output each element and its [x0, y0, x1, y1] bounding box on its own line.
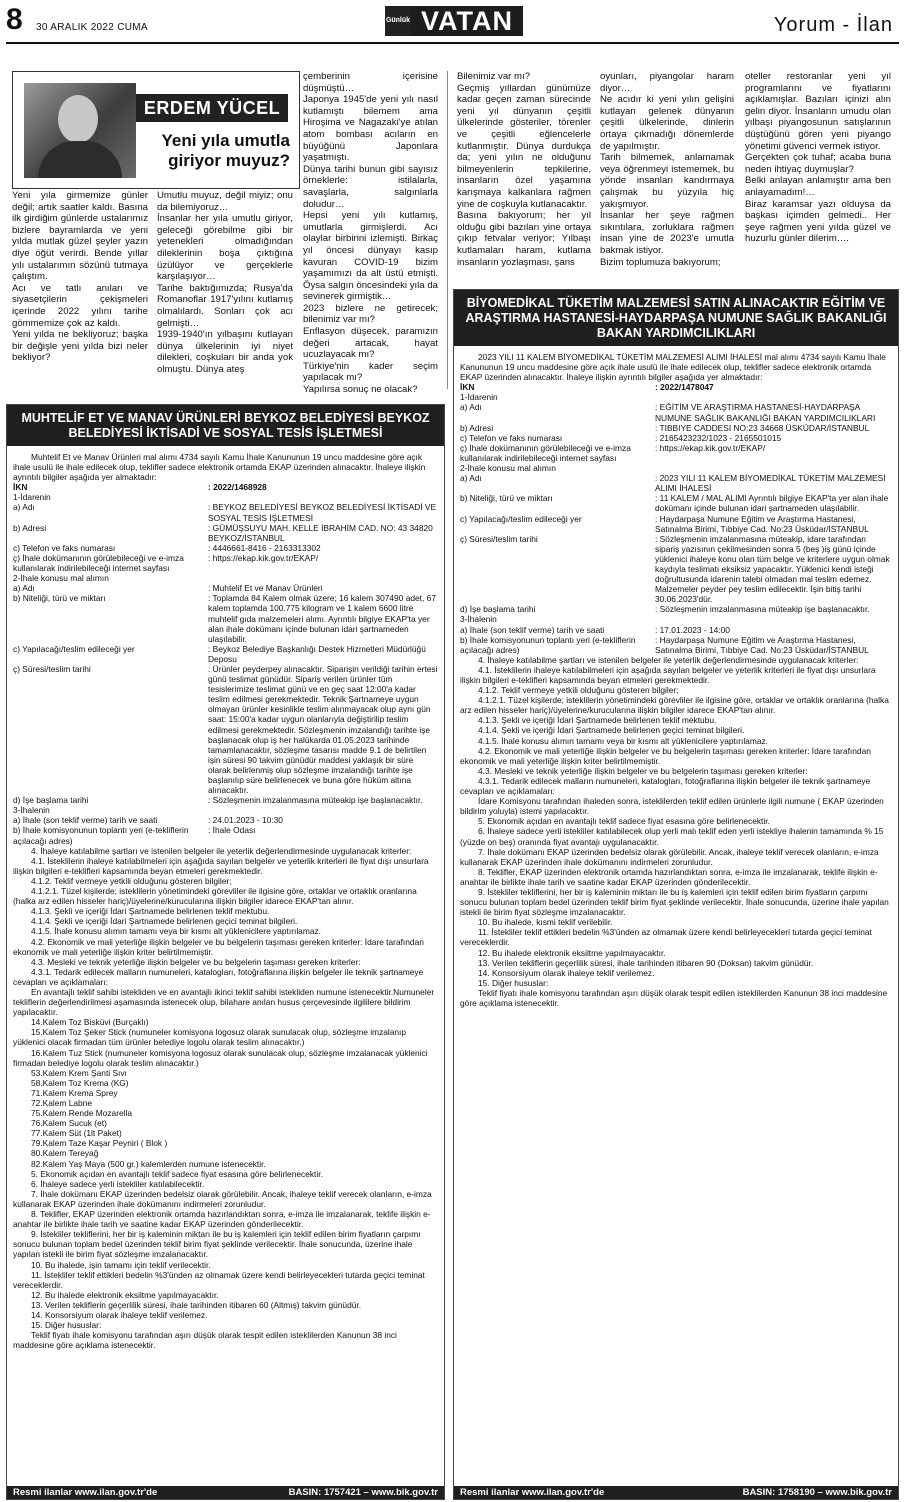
ilan-row	[460, 433, 892, 443]
ilan-right-footer-link[interactable]: Resmi ilanlar www.ilan.gov.tr'de	[460, 1487, 605, 1498]
ilan-paragraph: 82.Kalem Yaş Maya (500 gr.) kalemlerden numune istenecektir.	[31, 1158, 266, 1169]
ilan-paragraph: 4.1. İsteklilerin ihaleye katılabilmeleri için aşağıda sayılan belgeler ve yeterlik kriterleri ile fiyat dışı unsurlara ilişkin bilgileri e-teklifleri kapsamında beyan etmeleri gerekmektedir.	[460, 664, 876, 685]
ilan-row	[13, 583, 438, 593]
ilan-row-value	[208, 805, 438, 815]
ilan-paragraph: 13. Verilen tekliflerin geçerlilik süresi, ihale tarihinden itibaren 60 (Altmış) takvim günüdür.	[31, 1299, 362, 1310]
page-number: 8	[6, 3, 23, 36]
ilan-paragraph: 4. İhaleye katılabilme şartları ve istenilen belgeler ile yeterlik değerlendirmesinde uygulanacak kriterler:	[31, 845, 412, 856]
ilan-row-value: : EĞİTİM VE ARAŞTIRMA HASTANESİ-HAYDARPAŞA NUMUNE SAĞLIK BAKANLIĞI BAKAN YARDIMCILIKLARI	[655, 402, 876, 423]
ilan-row-key: ç) Süresi/teslim tarihi	[13, 663, 91, 674]
ilan-left-intro: Muhtelif Et ve Manav Ürünleri mal alımı 4734 sayılı Kamu İhale Kanununun 19 uncu maddesine göre açık ihale usulü ile ihale edilecek olup, teklifler sadece elektronik ortamda EKAP üzerinden alınacaktır. İhaleye ilişkin ayrıntılı bilgiler aşağıda yer almaktadır:	[13, 452, 426, 483]
ilan-row-key: 3-İhalenin	[13, 805, 50, 816]
ilan-row-value: : 24.01.2023 - 10:30	[208, 815, 283, 826]
ilan-row-value	[208, 492, 438, 502]
ilan-row-key: ç) İhale dokümanının görülebileceği ve e-imza kullanılarak indirilebileceği internet sayfası	[13, 552, 184, 574]
ilan-paragraph: 4.1.3. Şekli ve içeriği İdari Şartnamede belirlenen teklif mektubu.	[478, 715, 717, 726]
ilan-paragraph: 4.1.2.1. Tüzel kişilerde; isteklilerin yönetimindeki görevliler ile ilgisine göre, ortaklar ve ortaklık oranlarına (halka arz edilen hisseler hariç)/üyelerine/kurucularına ilişkin bilgiler idarece EKAP'tan alınır.	[13, 886, 417, 907]
article-headline: Yeni yıla umutla giriyor muyuz?	[161, 131, 290, 170]
ilan-paragraph: 80.Kalem Tereyağ	[31, 1148, 99, 1159]
ilan-row-value: : https://ekap.kik.gov.tr/EKAP/	[655, 442, 766, 453]
column-divider	[447, 71, 448, 389]
ilan-row	[460, 423, 892, 433]
ilan-paragraph: 15. Diğer hususlar:	[31, 1320, 102, 1331]
ilan-row-value: : Sözleşmenin imzalanmasına müteakip işe başlanacaktır.	[208, 795, 423, 806]
ilan-paragraph: 4.2. Ekonomik ve mali yeterliğe ilişkin belgeler ve bu belgelerin taşıması gereken kriterler: İdare tarafından ekonomik ve mali yeterliğe ilişkin kriter belirtilmemiştir.	[460, 745, 871, 766]
ilan-paragraph: 11. İstekliler teklif ettikleri bedelin %3'ünden az olmamak üzere kendi belirleyecekleri tutarda geçici teminat vereceklerdir.	[13, 1269, 425, 1290]
ilan-row	[13, 502, 438, 522]
ilan-row	[13, 543, 438, 553]
author-photo	[24, 83, 136, 178]
ilan-paragraph: 4.1.5. İhale konusu alımın tamamı veya bir kısmı alt yüklenicilere yaptırılamaz.	[478, 735, 768, 746]
ilan-paragraph: İdare Komisyonu tarafından ihaleden sonra, isteklilerden teklif edilen ürünlerle ilgili numune ( EKAP üzerinden bildirim yoluyla) istemi yapılacaktır.	[460, 796, 884, 817]
ilan-row-value: : 11 KALEM / MAL ALIMI Ayrıntılı bilgiye EKAP'ta yer alan ihale dokümanı içinde bulunan idari şartnameden ulaşılabilir.	[655, 493, 889, 514]
ilan-row	[460, 614, 892, 624]
ilan-paragraph: 72.Kalem Labne	[31, 1098, 92, 1108]
ilan-row	[13, 593, 438, 643]
ilan-row	[460, 463, 892, 473]
ilan-row-value: : TIBBIYE CADDESI NO:23 34668 ÜSKÜDAR/İSTANBUL	[655, 422, 870, 433]
ilan-row-value: : Haydarpaşa Numune Eğitim ve Araştırma Hastanesi, Satınalma Birimi, Tıbbiye Cad. No:23 Üsküdar/İSTANBUL	[655, 634, 869, 655]
ilan-row-value: : Ürünler peyderpey alınacaktır. Siparişin verildiği tarihin ertesi günü teslimat günüdür. Sipariş verilen ürünler tüm tesislerimize teslimat günü ve en geç saat 12:00'a kadar teslim edilmesi gerekmektedir. Teknik Şartnameye uygun olmayan ürünler kesinlikle teslim alınmayacak olup aynı gün saat: 15:00'a kadar uygun olanlarıyla değiştirilip teslim edilmesi gerekmektedir. Sözleşmenin imzalandığı tarihte işe başlanacak olup iş her halükarda 01.05.2023 tarihinde tamamlanacaktır, sözleşme tasarısı madde 9.1 de belirtilen işin süresi 90 takvim günüdür maddesi yaklaşık bir süre olarak belirlenmiş olup sözleşme imzalandığı tarihte işe başlanılıp süre belirlenecek ve buna göre hüküm altına alınacaktır.	[208, 663, 438, 796]
author-face	[58, 95, 98, 143]
ilan-row-key: a) Adı	[13, 583, 35, 594]
ilan-row	[13, 644, 438, 664]
ilan-row-key: a) Adı	[460, 473, 482, 484]
ilan-row-value: : Sözleşmenin imzalanmasına müteakip, idare tarafından sipariş yazısının çekilmesinden sonra 5 (beş )iş günü içinde yüklenici ihaleye konu olan tüm belge ve kriterlere uygun olmak kaydıyla teslimatı eksiksiz yapacaktır. Yüklenici kendi isteği doğrultusunda idarenin talebi olmadan mal teslim edemez. Malzemeler peyder pey teslim edilecektir. İşin bitiş tarihi 30.06.2023'dür.	[655, 533, 890, 605]
ilan-row	[13, 795, 438, 805]
ilan-row-value: : 2165423232/1023 - 2165501015	[655, 432, 782, 443]
ilan-row-value: : Sözleşmenin imzalanmasına müteakip işe başlanacaktır.	[655, 604, 870, 615]
logo-wordmark: VATAN	[411, 6, 523, 36]
ilan-row-key: c) Telefon ve faks numarası	[460, 432, 563, 443]
ilan-right	[453, 289, 899, 1500]
ilan-row-key: b) Adresi	[13, 522, 47, 533]
ilan-paragraph: 75.Kalem Rende Mozarella	[31, 1108, 133, 1119]
ilan-row-key: b) İhale komisyonunun toplantı yeri (e-tekliflerin açılacağı adres)	[13, 825, 189, 846]
ilan-row-key: 1-İdarenin	[460, 392, 498, 403]
ilan-row	[460, 625, 892, 635]
ilan-paragraph: 4.3. Mesleki ve teknik yeterliğe ilişkin belgeler ve bu belgelerin taşıması gereken kriterler:	[478, 765, 808, 776]
ilan-paragraph: 10. Bu ihalede, işin tamamı için teklif verilecektir.	[31, 1259, 211, 1270]
ilan-right-rows	[460, 392, 892, 654]
ilan-row-key: d) İşe başlama tarihi	[13, 795, 89, 806]
ilan-paragraph: 79.Kalem Taze Kaşar Peyniri ( Blok )	[31, 1138, 168, 1149]
ilan-right-ikn: : 2022/1478047	[655, 382, 714, 393]
ilan-row-key: c) Yapılacağı/teslim edileceği yer	[13, 643, 135, 654]
ilan-paragraph: 11. İstekliler teklif ettikleri bedelin %3'ünden az olmamak üzere kendi belirleyecekleri tutarda geçici teminat vereceklerdir.	[460, 927, 872, 948]
ilan-paragraph: 53.Kalem Krem Şanti Sıvı	[31, 1067, 127, 1078]
ilan-paragraph: 4.3.1. Tedarik edilecek malların numuneleri, katalogları, fotoğraflarına ilişkin belgeler ile teknik şartnameye cevapları ve açıklamaları:	[13, 966, 424, 987]
ilan-row	[13, 825, 438, 845]
ilan-row	[460, 534, 892, 605]
ilan-row-key: a) Adı	[460, 402, 482, 413]
author-name: ERDEM YÜCEL	[136, 94, 288, 122]
ilan-right-title: BİYOMEDİKAL TÜKETİM MALZEMESİ SATIN ALINACAKTIR EĞİTİM VE ARAŞTIRMA HASTANESİ-HAYDARPAŞA NUMUNE SAĞLIK BAKANLIĞI BAKAN YARDIMCILIKLARI	[454, 290, 898, 346]
ilan-row-key: a) İhale (son teklif verme) tarih ve saati	[460, 624, 605, 635]
ilan-right-text	[454, 346, 898, 1486]
ilan-paragraph: 77.Kalem Süt (1lt Paket)	[31, 1128, 122, 1139]
ilan-row	[13, 805, 438, 815]
ilan-row-key: c) Telefon ve faks numarası	[13, 542, 116, 553]
ilan-paragraph: 15.Kalem Toz Şeker Stick (numuneler komisyona logosuz olarak sunulacak olup, sözleşme imzalanıp yüklenici olacak firmadan tüm ürünler belediye logolu olarak teslim alınacaktır.)	[13, 1027, 407, 1048]
article-column-5: oyunları, piyangolar haram diyor… Ne acıdır ki yeni yılın gelişini kutlayan gelenek dünyanın çeşitli ülkelerinde, dinlerin ortaya çıkmadığı dönemlerde de yapılmıştır. Tarih bilmemek, anlamamak veya öğrenmeyi istememek, bu yönde insanları kandırmaya çalışmak bu yüzyıla hiç yakışmıyor. İnsanlar her şeye rağmen sıkıntılara, zorluklara rağmen insan yine de 2023'e umutla bakmak istiyor. Bizim toplumuza bakıyorum;	[600, 71, 734, 268]
ilan-row-key: 2-İhale konusu mal alımın	[13, 573, 109, 584]
ilan-row-key: a) Adı	[13, 502, 35, 513]
ilan-paragraph: 12. Bu ihalede elektronik eksiltme yapılmayacaktır.	[478, 947, 666, 958]
ilan-row-key: ç) Süresi/teslim tarihi	[460, 533, 538, 544]
ilan-row-value: : Muhtelif Et ve Manav Ürünleri	[208, 583, 323, 594]
ilan-paragraph: 58.Kalem Toz Krema (KG)	[31, 1077, 129, 1088]
ilan-paragraph: 15. Diğer hususlar:	[478, 977, 549, 988]
ilan-paragraph: 4.3.1. Tedarik edilecek malların numuneleri, katalogları, fotoğraflarına ilişkin belgeler ile teknik şartnameye cevapları ve açıklamaları:	[460, 775, 871, 797]
ilan-row-value: : İhale Odası	[208, 825, 256, 836]
ilan-row-key: ç) İhale dokümanının görülebileceği ve e-imza kullanılarak indirilebileceği internet sayfası	[460, 442, 631, 463]
ilan-paragraph: 9. İstekliler tekliflerini, her bir iş kaleminin miktarı ile bu iş kalemleri için teklif edilen birim fiyatların çarpımı sonucu bulunan toplam bedel üzerinden teklif birim fiyat şeklinde verilecektir. İhale sonucunda, üzerine ihale yapılan istekli ile birim fiyat sözleşme imzalanacaktır.	[460, 886, 889, 918]
article-column-6: oteller restoranlar yeni yıl programlarını ve fiyatlarını açıklamışlar. Bazıları içinizi alın gelin diyor. İnsanların umudu olan yılbaşı piyangosunun satışlarının düştüğünü gören yeni piyango yönetimi güvenci vermek istiyor. Gerçekten çok tuhaf; acaba buna neden ihtiyaç duymuşlar? Belki anlayan anlamıştır ama ben anlayamadım!… Biraz karamsar yazı olduysa da başkası içimden gelmedi.. Her şeye rağmen yeni yılda güzel ve huzurlu günler dilerim….	[745, 71, 891, 245]
ilan-paragraph: 7. İhale dokümanı EKAP üzerinden bedelsiz olarak görülebilir. Ancak, ihaleye teklif verecek olanların, e-imza kullanarak EKAP üzerinden ihale dokümanını indirmeleri zorunludur.	[460, 846, 879, 867]
ilan-paragraph: Teklif fiyatı ihale komisyonu tarafından aşırı düşük olarak tespit edilen isteklilerden Kanunun 38 inci maddesine göre açıklama istenecektir.	[460, 987, 888, 1008]
ilan-row-key: b) Adresi	[460, 422, 494, 433]
ilan-right-intro: 2023 YILI 11 KALEM BİYOMEDİKAL TÜKETİM MALZEMESİ ALIMI İHALESİ mal alımı 4734 sayılı Kamu İhale Kanununun 19 uncu maddesine göre açık ihale usulü ile ihale edilecek olup, teklifler sadece elektronik ortamda EKAP üzerinden alınacaktır. İhaleye ilişkin ayrıntılı bilgiler aşağıda yer almaktadır:	[460, 352, 886, 383]
ilan-row	[13, 523, 438, 543]
ilan-right-body	[460, 655, 892, 1008]
ilan-paragraph: 7. İhale dokümanı EKAP üzerinden bedelsiz olarak görülebilir. Ancak, ihaleye teklif verecek olanların, e-imza kullanarak EKAP üzerinden ihale dokümanını indirmeleri zorunludur.	[13, 1188, 432, 1209]
ilan-row	[460, 514, 892, 534]
ilan-row	[13, 664, 438, 795]
ilan-paragraph: 5. Ekonomik açıdan en avantajlı teklif sadece fiyat esasına göre belirlenecektir.	[478, 816, 770, 827]
ilan-left	[6, 404, 445, 1500]
section-title: Yorum - İlan	[773, 14, 893, 36]
ilan-row-key: 3-İhalenin	[460, 614, 497, 625]
ilan-row-value: : GÜMÜŞSUYU MAH. KELLE İBRAHİM CAD. NO: 43 34820 BEYKOZ/İSTANBUL	[208, 522, 433, 543]
ilan-paragraph: 4.1.2. Teklif vermeye yetkili olduğunu gösteren bilgiler;	[31, 875, 232, 886]
ilan-row-key: b) İhale komisyonunun toplantı yeri (e-tekliflerin açılacağı adres)	[460, 634, 636, 655]
ilan-paragraph: 4.3. Mesleki ve teknik yeterliğe ilişkin belgeler ve bu belgelerin taşıması gereken kriterler:	[31, 956, 361, 967]
ilan-row-value: : 4446661-8416 - 2163313302	[208, 542, 321, 553]
ilan-row-value: : Haydarpaşa Numune Eğitim ve Araştırma Hastanesi, Satınalma Birimi, Tıbbiye Cad. No:23 Üsküdar/İSTANBUL	[655, 513, 869, 534]
ilan-row	[13, 553, 438, 573]
issue-date: 30 ARALIK 2022 CUMA	[36, 22, 148, 33]
ilan-paragraph: 4. İhaleye katılabilme şartları ve istenilen belgeler ile yeterlik değerlendirmesinde uygulanacak kriterler:	[478, 654, 859, 665]
article-column-1: Yeni yıla girmemize günler değil; artık saatler kaldı. Basına ilk girdiğim günlerde ustalarımız bizlere bayramlarda ve yeni yılda mutlak güzel şeyler yazın diye öğüt verirdi. Bende yıllar yılı ustalarımın sözünü tutmaya çalıştım. Acı ve tatlı anıları ve siyasetçilerin çekişmeleri içerinde 2022 yılını tarihe gömmemize çok az kaldı. Yeni yılda ne bekliyoruz; başka bir değişle yeni yılda bizi neler bekliyor?	[12, 190, 148, 364]
ilan-row-key: c) Yapılacağı/teslim edileceği yer	[460, 513, 582, 524]
newspaper-logo[interactable]	[385, 6, 523, 36]
ilan-paragraph: 4.2. Ekonomik ve mali yeterliğe ilişkin belgeler ve bu belgelerin taşıması gereken kriterler: İdare tarafından ekonomik ve mali yeterliğe ilişkin kriter belirtilmemiştir.	[13, 936, 424, 957]
ilan-left-rows	[13, 492, 438, 845]
ilan-left-footer	[7, 1486, 444, 1499]
ilan-left-title: MUHTELİF ET VE MANAV ÜRÜNLERİ BEYKOZ BELEDİYESİ BEYKOZ BELEDİYESİ İKTİSADİ VE SOSYAL TESİS İŞLETMESİ	[7, 405, 444, 446]
ilan-paragraph: 4.1.5. İhale konusu alımın tamamı veya bir kısmı alt yüklenicilere yaptırılamaz.	[31, 926, 321, 937]
ilan-row-value: : BEYKOZ BELEDİYESİ BEYKOZ BELEDİYESİ İKTİSADİ VE SOSYAL TESİS İŞLETMESİ	[208, 502, 437, 523]
ilan-row-key: 2-İhale konusu mal alımın	[460, 463, 556, 474]
ilan-left-ikn-label: İKN	[13, 482, 28, 493]
ilan-row-value: : 2023 YILI 11 KALEM BİYOMEDİKAL TÜKETİM MALZEMESİ ALIMI İHALESİ	[655, 473, 886, 494]
ilan-paragraph: 9. İstekliler tekliflerini, her bir iş kaleminin miktarı ile bu iş kalemleri için teklif edilen birim fiyatların çarpımı sonucu bulunan toplam bedel üzerinden teklif birim fiyat şeklinde verilecektir. İhale sonucunda, üzerine ihale yapılan istekli ile birim fiyat sözleşme imzalanacaktır.	[13, 1229, 421, 1260]
ilan-paragraph: 71.Kalem Krema Sprey	[31, 1087, 118, 1098]
ilan-left-text	[7, 446, 444, 1486]
ilan-row	[13, 815, 438, 825]
ilan-paragraph: 4.1. İsteklilerin ihaleye katılabilmeleri için aşağıda sayılan belgeler ve yeterlik kriterleri ile fiyat dışı unsurlara ilişkin bilgileri e-teklifleri kapsamında beyan etmeleri gerekmektedir.	[13, 855, 429, 876]
ilan-row	[460, 392, 892, 402]
ilan-paragraph: 5. Ekonomik açıdan en avantajlı teklif sadece fiyat esasına göre belirlenecektir.	[31, 1168, 323, 1179]
ilan-row-key: b) Niteliği, türü ve miktarı	[460, 493, 553, 504]
author-body	[38, 141, 122, 178]
ilan-paragraph: 4.1.2.1. Tüzel kişilerde; isteklilerin yönetimindeki görevliler ile ilgisine göre, ortaklar ve ortaklık oranlarına (halka arz edilen hisseler hariç)/üyelerine/kurucularına ilişkin bilgiler idarece EKAP'tan alınır.	[460, 695, 889, 716]
ilan-paragraph: 4.1.3. Şekli ve içeriği İdari Şartnamede belirlenen teklif mektubu.	[31, 906, 270, 917]
ilan-row-value	[655, 392, 892, 402]
ilan-right-footer-press[interactable]: BASIN: 1758190 – www.bik.gov.tr	[742, 1487, 892, 1498]
ilan-paragraph: 6. İhaleye sadece yerli istekliler katılabilecek olup yerli malı teklif eden yerli istekliye ihalenin tamamında % 15 (yüzde on beş) oranında fiyat avantajı uygulanacaktır.	[460, 826, 884, 847]
ilan-row-key: b) Niteliği, türü ve miktarı	[13, 593, 106, 604]
ilan-paragraph: En avantajlı teklif sahibi istekliden ve en avantajlı ikinci teklif sahibi istekliden numune istenecektir.Numuneler tekliflerin değerlendirilmesi aşamasında istenecek olup, bilahare anılan husus çerçevesinde ilgililere bildirim yapılacaktır.	[13, 986, 435, 1018]
ilan-row-value: : https://ekap.kik.gov.tr/EKAP/	[208, 552, 319, 563]
ilan-row	[460, 493, 892, 513]
ilan-left-footer-press[interactable]: BASIN: 1757421 – www.bik.gov.tr	[288, 1487, 438, 1498]
ilan-row-key: a) İhale (son teklif verme) tarih ve saati	[13, 815, 158, 826]
ilan-paragraph: 76.Kalem Sucuk (et)	[31, 1118, 107, 1129]
ilan-paragraph: 6. İhaleye sadece yerli istekliler katılabilecektir.	[31, 1178, 205, 1189]
article-column-2: Umutlu muyuz, değil miyiz; onu da bilemiyoruz… İnsanlar her yıla umutlu giriyor, geleceği görebilme gibi bir yetenekleri olmadığından dileklerinin boşa çıktığına üzülüyor ve gerçeklerle karşılaşıyor… Tarihe baktığımızda; Rusya'da Romanoflar 1917'yılını kutlamış olmalılardı. Sonları çok acı gelmişti… 1939-1940'ın yılbaşını kutlayan dünya ülkelerinin iyi niyet dilekleri, coşkuları bir anda yok olmuştu. Dünya ateş	[157, 190, 293, 375]
ilan-row-value: : Beykoz Belediye Başkanlığı Destek Hizmetleri Müdürlüğü Deposu	[208, 643, 426, 664]
ilan-left-ikn: : 2022/1468928	[208, 482, 267, 493]
ilan-row-key: d) İşe başlama tarihi	[460, 604, 536, 615]
ilan-paragraph: 4.1.4. Şekli ve içeriği İdari Şartnamede belirlenen geçici teminat bilgileri.	[31, 916, 298, 927]
ilan-row-value	[208, 573, 438, 583]
ilan-paragraph: 4.1.2. Teklif vermeye yetkili olduğunu gösteren bilgiler;	[478, 685, 679, 696]
ilan-paragraph: Teklif fiyatı ihale komisyonu tarafından aşırı düşük olarak tespit edilen isteklilerden Kanunun 38 inci maddesine göre açıklama istenecektir.	[13, 1330, 397, 1351]
ilan-row	[460, 473, 892, 493]
ilan-row-value	[655, 463, 892, 473]
logo-badge: Günlük	[385, 6, 411, 36]
ilan-paragraph: 10. Bu ihalede, kısmi teklif verilebilir.	[478, 917, 613, 928]
ilan-paragraph: 13. Verilen tekliflerin geçerlilik süresi, ihale tarihinden itibaren 90 (Doksan) takvim günüdür.	[478, 957, 814, 968]
ilan-paragraph: 8. Teklifler, EKAP üzerinden elektronik ortamda hazırlandıktan sonra, e-imza ile imzalanarak, teklife ilişkin e-anahtar ile birlikte ihale tarih ve saatine kadar EKAP üzerinden gönderilecektir.	[460, 866, 878, 887]
ilan-row	[460, 443, 892, 463]
ilan-left-body	[13, 846, 438, 1351]
ilan-paragraph: 4.1.4. Şekli ve içeriği İdari Şartnamede belirlenen geçici teminat bilgileri.	[478, 725, 745, 736]
ilan-row-key: 1-İdarenin	[13, 492, 51, 503]
article-column-4: Bilenimiz var mı? Geçmiş yıllardan günümüze kadar geçen zaman sürecinde yeni yıl dünyanın çeşitli ülkelerinde gösteriler, törenler ve çeşitli eğlencelerle kutlanmıştır. Dünya durdukça da; yeni yılın ne olduğunu bilmeyenlerin tepkilerine, insanların özel yaşamına karışmaya kalkanlara rağmen yine de coşkuyla kutlanacaktır. Basına bakıyorum; her yıl olduğu gibi bazıları yine ortaya çıkıp fetvalar veriyor; Yılbaşı kutlamaları haram, kutlama insanların yozlaşması, şans	[457, 71, 591, 268]
ilan-right-ikn-label: İKN	[460, 382, 475, 393]
ilan-row	[460, 635, 892, 655]
ilan-paragraph: 14.Kalem Toz Bisküvi (Burçaklı)	[31, 1017, 149, 1028]
article-column-3: çemberinin içerisine düşmüştü… Japonya 1945'de yeni yılı nasıl kutlamıştı bilemem ama Hiroşima ve Nagazaki'ye atılan atom bombası acıların en büyüğünü Japonlara yaşatmıştı. Dünya tarihi bunun gibi sayısız örneklerle: istilalarla, savaşlarla, salgınlarla doludur… Hepsi yeni yılı kutlamış, umutlarla girmişlerdi. Acı olaylar birbirini izlemişti. Birkaç yıl öncesi dünyayı kasıp kavuran COVID-19 bizim yaşamımızı da alt üstü etmişti. Öysa salgın öncesindeki yıla da sevinerek girmiştik… 2023 bizlere ne getirecek; bilenimiz var mı? Enflasyon düşecek, paramızın değeri artacak, hayat ucuzlayacak mı? Türkiye'nin kader seçim yapılacak mı? Yapılırsa sonuç ne olacak?	[303, 71, 438, 396]
ilan-paragraph: 16.Kalem Tuz Stick (numuneler komisyona logosuz olarak sunulacak olup, sözleşme imzalanacak yüklenici firmadan belediye logolu olarak teslim alınacaktır.)	[13, 1047, 428, 1068]
ilan-row	[13, 573, 438, 583]
ilan-row	[460, 604, 892, 614]
ilan-right-footer	[454, 1486, 898, 1499]
ilan-row	[13, 492, 438, 502]
ilan-paragraph: 12. Bu ihalede elektronik eksiltme yapılmayacaktır.	[31, 1289, 219, 1300]
ilan-row	[460, 402, 892, 422]
ilan-paragraph: 14. Konsorsiyum olarak ihaleye teklif verilemez.	[478, 967, 655, 978]
ilan-row-value	[655, 614, 892, 624]
header-rule	[6, 42, 899, 44]
ilan-left-footer-link[interactable]: Resmi ilanlar www.ilan.gov.tr'de	[13, 1487, 158, 1498]
ilan-row-value: : 17.01.2023 - 14:00	[655, 624, 730, 635]
ilan-row-value: : Toplamda 84 Kalem olmak üzere; 16 kalem 307490 adet, 67 kalem toplamda 100.775 kilogram ve 1 kalem 6600 litre muhtelif gıda malzemeleri alımı. Ayrıntılı bilgiye EKAP'ta yer alan ihale dokümanı içinde bulunan idari şartnameden ulaşılabilir.	[208, 593, 436, 644]
ilan-paragraph: 14. Konsorsiyum olarak ihaleye teklif verilemez.	[31, 1309, 208, 1320]
ilan-paragraph: 8. Teklifler, EKAP üzerinden elektronik ortamda hazırlandıktan sonra, e-imza ile imzalanarak, teklife ilişkin e-anahtar ile birlikte ihale tarih ve saatine kadar EKAP üzerinden gönderilecektir.	[13, 1209, 431, 1230]
